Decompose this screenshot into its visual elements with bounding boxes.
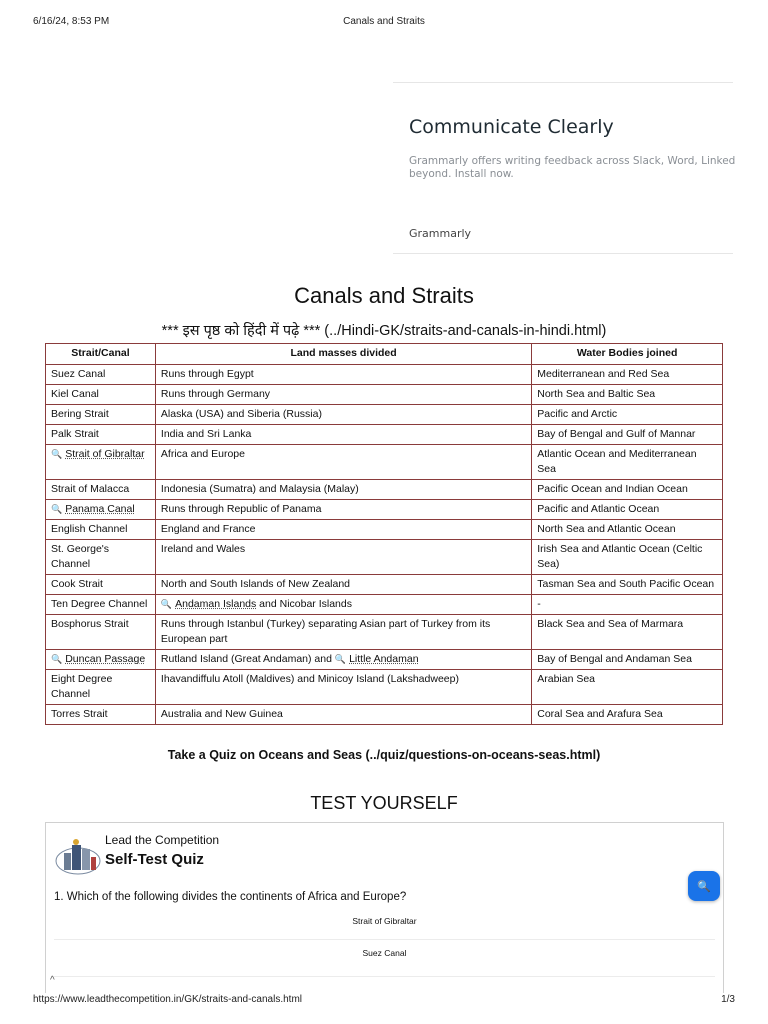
strait-name: Bering Strait [46, 405, 156, 425]
water-bodies: Bay of Bengal and Gulf of Mannar [532, 425, 723, 445]
table-row [46, 595, 723, 615]
hindi-page-link[interactable]: *** इस पृष्ठ को हिंदी में पढ़े *** (../Hindi-GK/straits-and-canals-in-hindi.html) [161, 323, 607, 339]
land-masses: Runs through Egypt [155, 365, 531, 385]
quiz-question: 1. Which of the following divides the continents of Africa and Europe? [54, 891, 407, 903]
strait-name: Bosphorus Strait [46, 615, 156, 650]
water-bodies: Arabian Sea [532, 670, 723, 705]
column-header-waters: Water Bodies joined [532, 344, 723, 365]
little-andaman-link[interactable]: Little Andaman [349, 653, 419, 665]
ad-brand[interactable]: Grammarly [409, 227, 472, 240]
table-row [46, 705, 723, 725]
strait-name: Cook Strait [46, 575, 156, 595]
water-bodies: North Sea and Atlantic Ocean [532, 520, 723, 540]
magnifier-icon: 🔍 [51, 449, 63, 459]
strait-name: Strait of Malacca [46, 480, 156, 500]
quiz-option[interactable]: Suez Canal [362, 948, 407, 958]
quiz-brand: Lead the Competition [105, 833, 220, 847]
grammarly-ad[interactable] [393, 82, 736, 254]
straits-table [45, 343, 723, 725]
strait-name: Ten Degree Channel [46, 595, 156, 615]
land-masses: Africa and Europe [155, 445, 531, 480]
table-row [46, 670, 723, 705]
land-masses: Ihavandiffulu Atoll (Maldives) and Minicoy Island (Lakshadweep) [155, 670, 531, 705]
table-row [46, 540, 723, 575]
table-row [46, 405, 723, 425]
table-row [46, 500, 723, 520]
option-divider [54, 939, 715, 940]
land-masses [155, 650, 531, 670]
water-bodies: Pacific and Arctic [532, 405, 723, 425]
land-masses-pre: Rutland Island (Great Andaman) and [160, 653, 335, 665]
water-bodies: Coral Sea and Arafura Sea [532, 705, 723, 725]
column-header-strait: Strait/Canal [46, 344, 156, 365]
land-masses: Runs through Republic of Panama [155, 500, 531, 520]
search-icon[interactable]: 🔍 [688, 871, 720, 901]
water-bodies: Pacific Ocean and Indian Ocean [532, 480, 723, 500]
table-row [46, 650, 723, 670]
table-row [46, 520, 723, 540]
land-masses: Australia and New Guinea [155, 705, 531, 725]
land-masses: Alaska (USA) and Siberia (Russia) [155, 405, 531, 425]
self-test-quiz-widget [45, 822, 724, 993]
strait-link-text[interactable]: Duncan Passage [65, 653, 146, 665]
quiz-link[interactable]: Take a Quiz on Oceans and Seas (../quiz/questions-on-oceans-seas.html) [167, 748, 601, 762]
strait-name: English Channel [46, 520, 156, 540]
table-row [46, 575, 723, 595]
ad-title[interactable]: Communicate Clearly [409, 116, 614, 138]
water-bodies: Pacific and Atlantic Ocean [532, 500, 723, 520]
strait-name-link[interactable] [46, 445, 156, 480]
water-bodies: Tasman Sea and South Pacific Ocean [532, 575, 723, 595]
quiz-option[interactable]: Strait of Gibraltar [352, 916, 417, 926]
land-masses: North and South Islands of New Zealand [155, 575, 531, 595]
ad-text: Grammarly offers writing feedback across Slack, Word, Linked beyond. Install now. [409, 155, 736, 180]
land-masses: Runs through Istanbul (Turkey) separating Asian part of Turkey from its European part [155, 615, 531, 650]
strait-name: Eight Degree Channel [46, 670, 156, 705]
magnifier-icon: 🔍 [51, 654, 63, 664]
table-row [46, 385, 723, 405]
water-bodies: Atlantic Ocean and Mediterranean Sea [532, 445, 723, 480]
strait-name-link[interactable] [46, 500, 156, 520]
water-bodies: Mediterranean and Red Sea [532, 365, 723, 385]
print-footer [33, 994, 735, 1008]
strait-name: Palk Strait [46, 425, 156, 445]
lead-the-competition-logo [54, 835, 102, 875]
land-masses: Runs through Germany [155, 385, 531, 405]
magnifier-icon: 🔍 [160, 599, 173, 609]
land-masses: Indonesia (Sumatra) and Malaysia (Malay) [155, 480, 531, 500]
print-header [33, 16, 735, 30]
quiz-heading: Self-Test Quiz [105, 851, 204, 868]
strait-name: St. George's Channel [46, 540, 156, 575]
land-masses: India and Sri Lanka [155, 425, 531, 445]
table-row [46, 615, 723, 650]
water-bodies: Black Sea and Sea of Marmara [532, 615, 723, 650]
water-bodies: - [532, 595, 723, 615]
water-bodies: Irish Sea and Atlantic Ocean (Celtic Sea) [532, 540, 723, 575]
water-bodies: North Sea and Baltic Sea [532, 385, 723, 405]
print-url: https://www.leadthecompetition.in/GK/straits-and-canals.html [33, 994, 303, 1005]
print-date: 6/16/24, 8:53 PM [33, 16, 110, 27]
land-masses: England and France [155, 520, 531, 540]
strait-name: Torres Strait [46, 705, 156, 725]
table-row [46, 445, 723, 480]
andaman-islands-link[interactable]: Andaman Islands [175, 598, 257, 610]
strait-name-link[interactable] [46, 650, 156, 670]
land-masses-rest: and Nicobar Islands [256, 598, 352, 610]
table-row [46, 365, 723, 385]
strait-name: Kiel Canal [46, 385, 156, 405]
print-page-number: 1/3 [721, 994, 735, 1005]
column-header-lands: Land masses divided [155, 344, 531, 365]
water-bodies: Bay of Bengal and Andaman Sea [532, 650, 723, 670]
page-title: Canals and Straits [294, 283, 474, 308]
magnifier-icon: 🔍 [51, 504, 63, 514]
strait-name: Suez Canal [46, 365, 156, 385]
table-row [46, 480, 723, 500]
chevron-up-icon[interactable]: ^ [50, 975, 55, 986]
magnifier-icon: 🔍 [334, 654, 347, 664]
table-header-row [46, 344, 723, 365]
option-divider [54, 976, 715, 977]
table-row [46, 425, 723, 445]
land-masses [155, 595, 531, 615]
strait-link-text[interactable]: Panama Canal [65, 503, 135, 515]
print-doc-title: Canals and Straits [343, 16, 425, 27]
test-yourself-heading: TEST YOURSELF [310, 793, 458, 813]
land-masses: Ireland and Wales [155, 540, 531, 575]
strait-link-text[interactable]: Strait of Gibraltar [65, 448, 145, 460]
